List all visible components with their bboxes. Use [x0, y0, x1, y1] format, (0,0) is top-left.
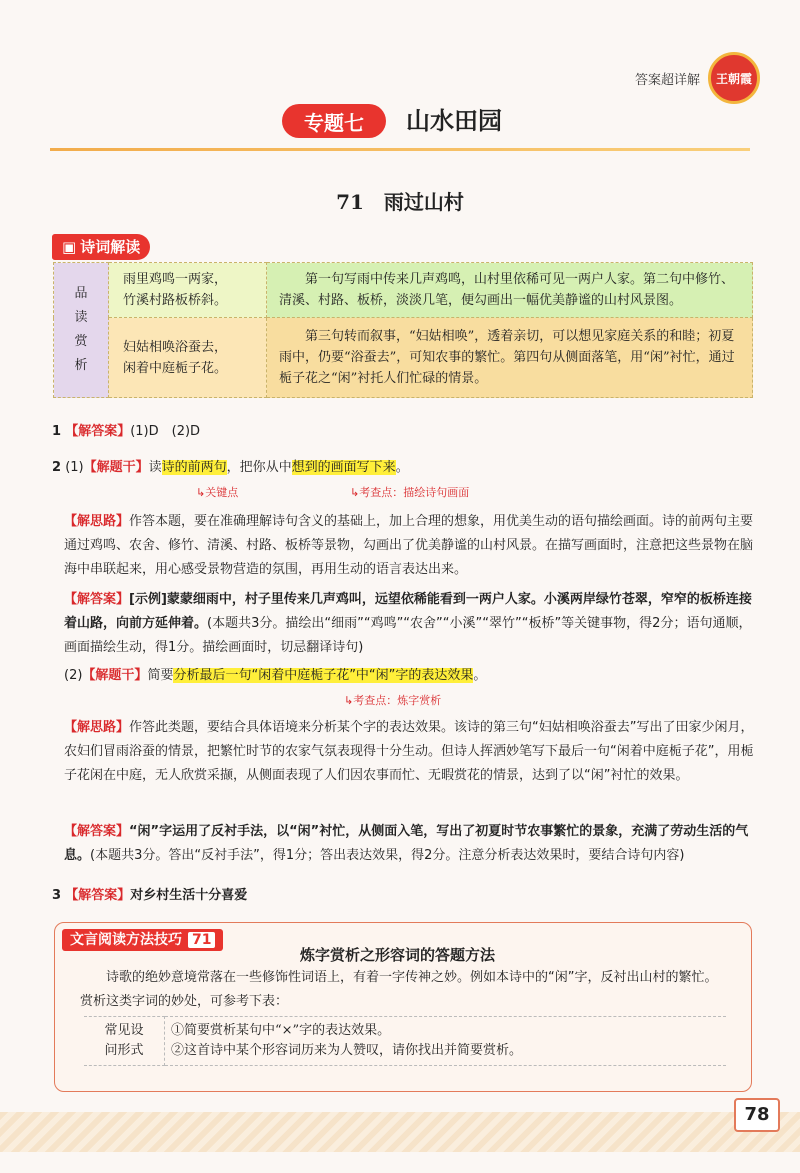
method-tips-table: [84, 1016, 726, 1066]
footer-decoration: [0, 1112, 800, 1152]
annotation-test-point: ↳考查点：描绘诗句画面: [350, 486, 470, 499]
table-row-label: 品读赏析: [54, 263, 109, 398]
analysis-cell: 第三句转而叙事，“妇姑相唤”，透着亲切，可以想见家庭关系的和睦；初夏雨中，仍要“浴蚕去”，可知农事的繁忙。第四句从侧面落笔，用“闲”衬忙，通过栀子花之“闲”衬托人们忙碌的情景。: [267, 318, 753, 398]
method-tips-tag: 文言阅读方法技巧 71: [62, 929, 223, 951]
question-2-part-2-thinking: 【解思路】作答此类题，要结合具体语境来分析某个字的表达效果。该诗的第三句“妇姑相唤浴蚕去”写出了田家少闲月，农妇们冒雨浴蚕的情景，把繁忙时节的农家气氛表现得十分生动。但诗人挥洒妙笔写下最后一句“闲着中庭栀子花”，用栀子花闲在中庭，无人欣赏采撷，从侧面表现了人们因农事而忙、无暇赏花的情景，达到了以“闲”衬忙的效果。: [64, 720, 754, 783]
question-2-part-2-stem: (2)【解题干】简要分析最后一句“闲着中庭栀子花”中“闲”字的表达效果。: [64, 668, 487, 683]
header-divider: [50, 148, 750, 151]
topic-title: 山水田园: [406, 107, 502, 135]
header-label-group: [635, 52, 760, 104]
analysis-cell: 第一句写雨中传来几声鸡鸣，山村里依稀可见一两户人家。第二句中修竹、清溪、村路、板桥，淡淡几笔，便勾画出一幅优美静谧的山村风景图。: [267, 263, 753, 318]
publisher-logo: 王朝霞: [708, 52, 760, 104]
header-label: 答案超详解: [634, 72, 700, 88]
poem-lines-cell: 雨里鸡鸣一两家， 竹溪村路板桥斜。: [109, 263, 267, 318]
method-tips-intro: 诗歌的绝妙意境常落在一些修饰性词语上，有着一字传神之妙。例如本诗中的“闲”字，反衬出山村的繁忙。赏析这类字词的妙处，可参考下表：: [80, 970, 718, 1009]
poem-analysis-table: [53, 262, 753, 398]
question-2-part-1-answer: 【解答案】[示例]蒙蒙细雨中，村子里传来几声鸡叫，远望依稀能看到一两户人家。小溪两岸绿竹苍翠，窄窄的板桥连接着山路，向前方延伸着。(本题共3分。描绘出“细雨”“鸡鸣”“农舍”“小溪”“翠竹”“板桥”等关键事物，得2分；语句通顺，画面描绘生动，得1分。描绘画面时，切忌翻译诗句): [64, 592, 752, 655]
poem-lines-cell: 妇姑相唤浴蚕去， 闲着中庭栀子花。: [109, 318, 267, 398]
question-3: 3 【解答案】对乡村生活十分喜爱: [52, 888, 248, 903]
method-items-cell: [165, 1017, 727, 1066]
annotation-test-point: ↳考查点：炼字赏析: [344, 694, 442, 707]
list-item: ②这首诗中某个形容词历来为人赞叹，请你找出并简要赏析。: [171, 1043, 523, 1058]
section-tag: ▣ 诗词解读: [52, 234, 150, 260]
annotation-key-point: ↳关键点: [196, 486, 239, 499]
lesson-title: 71 雨过山村: [336, 190, 464, 214]
list-item: ①简要赏析某句中“×”字的表达效果。: [171, 1023, 391, 1038]
page-number: 78: [734, 1098, 780, 1132]
question-2-part-2-answer: 【解答案】“闲”字运用了反衬手法，以“闲”衬忙，从侧面入笔，写出了初夏时节农事繁忙的景象，充满了劳动生活的气息。(本题共3分。答出“反衬手法”，得1分；答出表达效果，得2分。注意分析表达效果时，要结合诗句内容): [64, 824, 749, 863]
question-2-part-1-thinking: 【解思路】作答本题，要在准确理解诗句含义的基础上，加上合理的想象，用优美生动的语句描绘画面。诗的前两句主要通过鸡鸣、农舍、修竹、清溪、村路、板桥等景物，勾画出了优美静谧的山村风景。在描写画面时，注意把这些景物在脑海中串联起来，用心感受景物营造的氛围，再用生动的语言表达出来。: [64, 514, 754, 577]
method-tips-title: 炼字赏析之形容词的答题方法: [300, 946, 496, 964]
table-row-label: 常见设 问形式: [84, 1017, 165, 1066]
calendar-icon: ▣: [62, 238, 77, 256]
topic-badge: 专题七: [282, 104, 386, 138]
question-1: 1 【解答案】(1)D (2)D: [52, 424, 201, 439]
question-2-part-1-stem: 2 (1)【解题干】读诗的前两句，把你从中想到的画面写下来。: [52, 460, 409, 475]
